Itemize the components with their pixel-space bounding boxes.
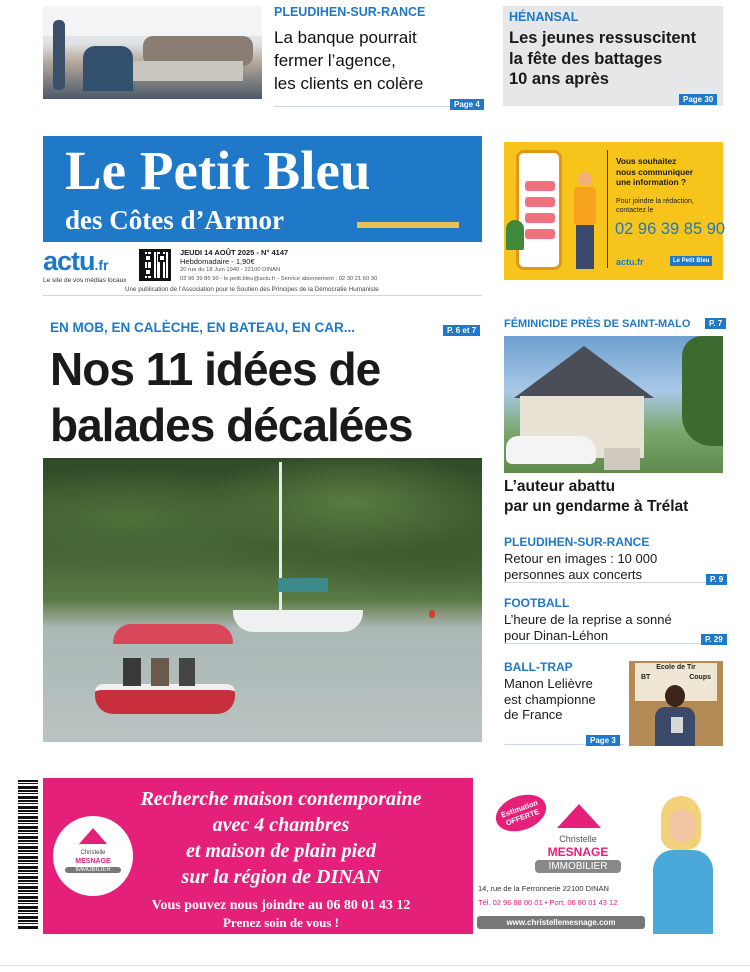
actu-logo[interactable]: actu.fr <box>43 246 109 276</box>
pedal-boat-canopy <box>113 624 233 644</box>
masthead-title: Le Petit Bleu <box>65 140 371 201</box>
sign: Ecole de Tir BT Coups <box>635 663 717 701</box>
tree <box>682 336 723 446</box>
masthead-gold-bar <box>357 222 459 228</box>
main-kicker: EN MOB, EN CALÈCHE, EN BATEAU, EN CAR... <box>50 320 356 335</box>
brief-2-rule <box>504 643 722 644</box>
ad-logo-circle: Christelle MESNAGE IMMOBILIER <box>53 816 133 896</box>
teaser-right-page[interactable]: Page 30 <box>679 94 717 105</box>
main-headline[interactable]: Nos 11 idées de balades décalées <box>50 343 413 451</box>
man-illustration <box>570 172 598 272</box>
ad-panel-house-icon <box>557 804 601 828</box>
teaser-right-kicker: HÉNANSAL <box>509 10 579 24</box>
passengers <box>123 658 223 686</box>
champion-person <box>653 685 697 746</box>
masthead-rule <box>43 295 482 296</box>
ad-panel-name: Christelle <box>559 834 597 844</box>
ad-badge: Estimation OFFERTE <box>491 788 551 838</box>
issue-info <box>180 248 377 284</box>
sailboat-hull <box>233 610 363 632</box>
contact-question: Vous souhaitez nous communiquer une information ? <box>616 156 693 187</box>
side-photo-house[interactable] <box>504 336 723 473</box>
masthead-banner[interactable] <box>43 136 482 242</box>
contact-actu-logo: actu.fr <box>616 257 644 267</box>
barcode <box>18 780 38 930</box>
publisher-line: Une publication de l’Association pour le Soutien des Principes de la Démocratie Humaniste <box>125 286 379 293</box>
teaser-right-headline: Les jeunes ressuscitent la fête des battages 10 ans après <box>509 29 697 88</box>
buoy <box>429 610 435 618</box>
teaser-left-page[interactable]: Page 4 <box>450 99 484 110</box>
ad-agent-photo <box>645 792 723 934</box>
brief-1-kicker: PLEUDIHEN-SUR-RANCE <box>504 535 650 549</box>
brief-1-text[interactable]: Retour en images : 10 000 personnes aux concerts <box>504 551 658 582</box>
ad-panel-surname: MESNAGE <box>547 845 609 859</box>
plant-illustration <box>506 220 524 250</box>
brief-2-page[interactable]: P. 29 <box>701 634 727 645</box>
ad-headline: Recherche maison contemporaine avec 4 chambres et maison de plain pied sur la région de DINAN <box>140 788 422 888</box>
address-line: 20 rue du 18 Juin 1940 - 22100 DINAN <box>180 267 281 273</box>
pedal-boat-hull <box>95 684 235 714</box>
brief-2-kicker: FOOTBALL <box>504 596 570 610</box>
main-photo-boats[interactable] <box>43 458 482 742</box>
fence <box>604 448 640 470</box>
teaser-left-kicker: PLEUDIHEN-SUR-RANCE <box>274 5 426 19</box>
qr-code[interactable] <box>139 249 171 281</box>
masthead-subtitle: des Côtes d’Armor <box>65 205 284 235</box>
brief-3-kicker: BALL-TRAP <box>504 660 573 674</box>
contact-box[interactable] <box>504 142 726 280</box>
teaser-right-box[interactable] <box>503 6 723 106</box>
ad-panel-word: IMMOBILIER <box>535 860 621 873</box>
ad-phone-line[interactable]: Vous pouvez nous joindre au 06 80 01 43 12 <box>151 898 411 913</box>
side-page[interactable]: P. 7 <box>705 318 726 329</box>
ad-website[interactable]: www.christellemesnage.com <box>477 916 645 929</box>
actu-tagline: Le site de vos médias locaux <box>43 277 127 284</box>
contact-divider <box>607 150 608 268</box>
page-bottom-rule <box>0 965 750 966</box>
car <box>506 436 596 464</box>
forest <box>43 458 482 608</box>
side-kicker: FÉMINICIDE PRÈS DE SAINT-MALO <box>504 318 691 330</box>
frequency-line: Hebdomadaire - 1,90€ <box>180 257 255 266</box>
ad-phones: Tél. 02 96 88 00 01 • Port. 06 80 01 43 12 <box>478 898 618 907</box>
sailboat-canopy <box>278 578 328 592</box>
ad-agency-panel[interactable] <box>473 778 723 934</box>
brief-2-text[interactable]: L’heure de la reprise a sonné pour Dinan-Léhon <box>504 612 672 643</box>
brief-3-text[interactable]: Manon Lelièvre est championne de France <box>504 676 596 722</box>
brief-1-rule <box>504 582 722 583</box>
contact-phone[interactable]: 02 96 39 85 90 <box>615 220 726 238</box>
contact-pb-logo: Le Petit Bleu <box>670 256 712 266</box>
house-roof <box>514 346 654 398</box>
ad-closing: Prenez soin de vous ! <box>222 915 340 930</box>
teaser-left-headline[interactable]: La banque pourrait fermer l’agence, les clients en colère <box>274 28 424 93</box>
balltrap-photo[interactable] <box>629 661 723 746</box>
phone-illustration <box>516 150 562 270</box>
brief-1-page[interactable]: P. 9 <box>706 574 727 585</box>
contact-line: 02 96 39 85 90 - le.petit.bleu@actu.fr - Service abonnement : 02 30 21 60 30 <box>180 276 378 282</box>
main-pages[interactable]: P. 6 et 7 <box>443 325 480 336</box>
ad-address: 14, rue de la Ferronnerie 22100 DINAN <box>478 884 609 893</box>
contact-join: Pour joindre la rédaction, contactez le <box>616 198 694 214</box>
side-headline[interactable]: L’auteur abattu par un gendarme à Trélat <box>504 478 689 515</box>
issue-line: JEUDI 14 AOÛT 2025 - N° 4147 <box>180 248 289 257</box>
ad-banner[interactable] <box>43 778 723 934</box>
brief-3-page[interactable]: Page 3 <box>586 735 620 746</box>
teaser-photo-bank-meeting[interactable] <box>43 6 262 99</box>
